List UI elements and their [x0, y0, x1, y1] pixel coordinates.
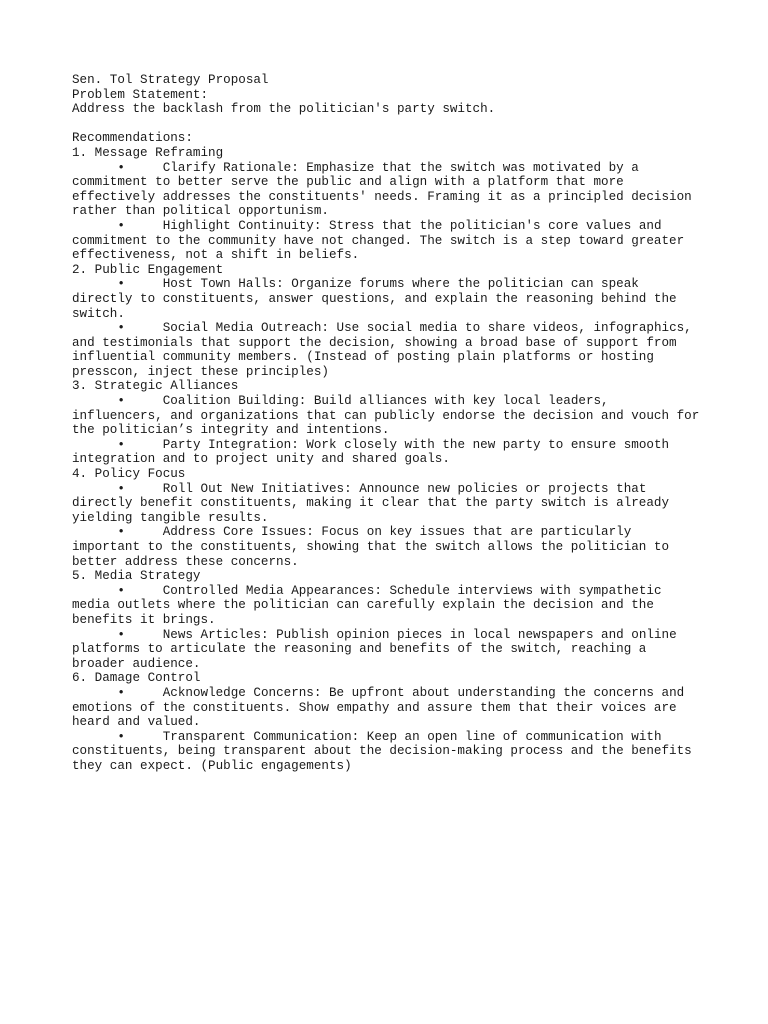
bullet-item [72, 321, 712, 379]
recommendation-section-1 [72, 146, 712, 263]
bullet-symbol: • [117, 277, 125, 292]
recommendation-section-3 [72, 379, 712, 467]
bullet-item [72, 628, 712, 672]
bullet-text: Address Core Issues: Focus on key issues that are particularly important to the constituents, showing that the switch allows the politician to better address these concerns. [72, 525, 670, 569]
bullet-text: Host Town Halls: Organize forums where the politician can speak directly to constituents, answer questions, and explain the reasoning behind the switch. [72, 277, 677, 321]
problem-text: Address the backlash from the politician's party switch. [72, 102, 496, 117]
section-heading: 1. Message Reframing [72, 145, 224, 160]
bullet-symbol: • [117, 160, 125, 175]
bullet-symbol: • [117, 321, 125, 336]
section-heading: 3. Strategic Alliances [72, 379, 239, 394]
bullet-item [72, 686, 712, 730]
bullet-text: Highlight Continuity: Stress that the politician's core values and commitment to the community have not changed. The switch is a step toward greater effectiveness, not a shift in beliefs. [72, 218, 685, 263]
bullet-item [72, 525, 712, 569]
document-title: Sen. Tol Strategy Proposal [72, 73, 269, 87]
bullet-item [72, 438, 712, 467]
bullet-item [72, 584, 712, 628]
bullet-text: Roll Out New Initiatives: Announce new policies or projects that directly benefit constituents, making it clear that the party switch is already yielding tangible results. [72, 481, 670, 525]
recommendation-section-2 [72, 263, 712, 380]
bullet-symbol: • [117, 437, 125, 452]
bullet-symbol: • [117, 394, 125, 409]
bullet-text: News Articles: Publish opinion pieces in local newspapers and online platforms to articulate the reasoning and benefits of the switch, reaching a broader audience. [72, 627, 677, 671]
bullet-item [72, 482, 712, 526]
bullet-item [72, 219, 712, 263]
bullet-text: Clarify Rationale: Emphasize that the switch was motivated by a commitment to better serve the public and align with a platform that more effectively addresses the constituents' needs. Framing it as a principled decision rather than political opportunism. [72, 160, 692, 219]
bullet-item [72, 730, 712, 774]
recommendation-section-4 [72, 467, 712, 569]
section-heading: 5. Media Strategy [72, 569, 201, 584]
bullet-symbol: • [117, 627, 125, 642]
bullet-text: Acknowledge Concerns: Be upfront about understanding the concerns and emotions of the constituents. Show empathy and assure them that their voices are heard and valued. [72, 685, 685, 730]
problem-heading: Problem Statement: [72, 87, 209, 102]
recommendation-section-6 [72, 671, 712, 773]
section-heading: 6. Damage Control [72, 671, 201, 686]
bullet-item [72, 161, 712, 219]
blank-line [72, 117, 712, 132]
bullet-text: Coalition Building: Build alliances with key local leaders, influencers, and organizations that can publicly endorse the decision and vouch for the politician’s integrity and intentions. [72, 394, 700, 438]
bullet-text: Transparent Communication: Keep an open line of communication with constituents, being transparent about the decision-making process and the benefits they can expect. (Public engagements) [72, 729, 692, 773]
bullet-text: Social Media Outreach: Use social media to share videos, infographics, and testimonials that support the decision, showing a broad base of support from influential community members. (Instead of posting plain platforms or hosting presscon, inject these principles) [72, 321, 692, 379]
bullet-symbol: • [117, 685, 125, 700]
bullet-symbol: • [117, 525, 125, 540]
recommendation-section-5 [72, 569, 712, 671]
bullet-symbol: • [117, 729, 125, 744]
bullet-text: Controlled Media Appearances: Schedule interviews with sympathetic media outlets where the politician can carefully explain the decision and the benefits it brings. [72, 583, 662, 627]
section-heading: 4. Policy Focus [72, 467, 186, 482]
bullet-symbol: • [117, 583, 125, 598]
bullet-symbol: • [117, 218, 125, 233]
document-page [72, 73, 712, 774]
bullet-item [72, 394, 712, 438]
bullet-item [72, 277, 712, 321]
bullet-text: Party Integration: Work closely with the new party to ensure smooth integration and to project unity and shared goals. [72, 437, 670, 467]
recommendations-heading: Recommendations: [72, 131, 193, 146]
bullet-symbol: • [117, 481, 125, 496]
section-heading: 2. Public Engagement [72, 262, 224, 277]
